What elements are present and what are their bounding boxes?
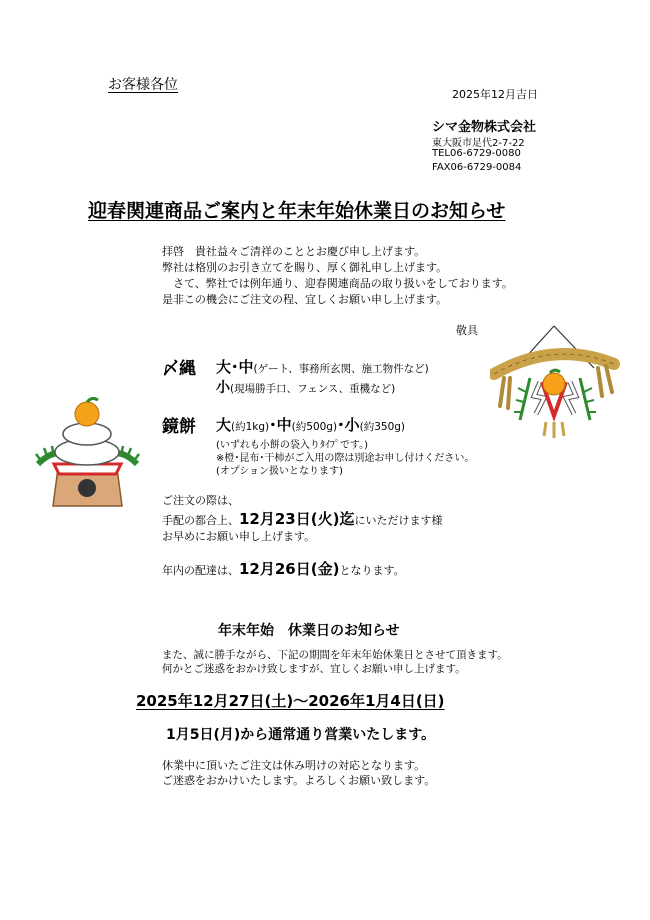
order-deadline-line xyxy=(162,508,442,529)
holiday-line: 何かとご迷惑をおかけ致しますが、宜しくお願い申し上げます。 xyxy=(162,663,466,675)
shimenawa-small-note: (現場勝手口、フェンス、重機など) xyxy=(230,383,396,395)
holiday-heading: 年末年始 休業日のお知らせ xyxy=(218,623,400,639)
greeting-line: 弊社は格別のお引き立てを賜り、厚く御礼申し上げます。 xyxy=(162,261,448,274)
delivery-line xyxy=(162,558,405,579)
kagami-large: 大 xyxy=(216,416,232,434)
holiday-period: 2025年12月27日(土)～2026年1月4日(日) xyxy=(136,692,445,710)
company-address: 東大阪市足代2-7-22 xyxy=(432,138,525,149)
company-tel: TEL06-6729-0080 xyxy=(432,148,521,159)
page-title: 迎春関連商品ご案内と年末年始休業日のお知らせ xyxy=(88,200,506,222)
issue-date: 2025年12月吉日 xyxy=(452,88,538,101)
shimenawa-illustration xyxy=(490,322,620,442)
greeting-block xyxy=(162,244,513,308)
delivery-prefix: 年内の配達は、 xyxy=(162,564,239,577)
shimenawa-large-medium-note: (ゲート、事務所玄関、施工物件など) xyxy=(253,363,429,375)
kagami-small: 小 xyxy=(344,416,360,434)
shimenawa-size-line xyxy=(216,356,429,377)
kagami-note: ※橙･昆布･干柿がご入用の際は別途お申し付けください。 xyxy=(216,453,475,464)
greeting-line: 是非この機会にご注文の程、宜しくお願い申し上げます。 xyxy=(162,293,448,306)
holiday-notice xyxy=(162,648,508,676)
recipient-heading: お客様各位 xyxy=(108,77,178,93)
shimenawa-name: 〆縄 xyxy=(162,359,196,379)
kagami-large-weight: (約1kg) xyxy=(231,421,270,433)
kagami-medium: 中 xyxy=(276,416,292,434)
business-resume: 1月5日(月)から通常通り営業いたします。 xyxy=(166,727,436,743)
kagami-small-weight: (約350g) xyxy=(359,421,406,433)
delivery-date: 12月26日(金) xyxy=(239,560,340,578)
footer-line: ご迷惑をおかけいたします。よろしくお願い致します。 xyxy=(162,774,436,787)
shimenawa-size-large-medium: 大･中 xyxy=(216,358,254,376)
greeting-line: 拝啓 貴社益々ご清祥のこととお慶び申し上げます。 xyxy=(162,245,426,258)
greeting-line: さて、弊社では例年通り、迎春関連商品の取り扱いをしております。 xyxy=(162,277,513,290)
shimenawa-small-line xyxy=(216,377,395,397)
order-deadline-date: 12月23日(火)迄 xyxy=(239,510,355,528)
order-deadline-suffix: にいただけます様 xyxy=(354,514,443,527)
holiday-footer xyxy=(162,758,435,788)
shimenawa-size-small: 小 xyxy=(216,380,230,396)
kagami-name: 鏡餅 xyxy=(162,417,196,437)
greeting-closing: 敬具 xyxy=(456,324,478,337)
order-intro: ご注文の際は、 xyxy=(162,494,239,507)
kagami-separator: ･ xyxy=(337,416,345,434)
kagami-notes xyxy=(216,439,474,478)
kagami-note: (いずれも小餅の袋入りﾀｲﾌﾟです。) xyxy=(216,440,369,451)
delivery-suffix: となります。 xyxy=(339,564,405,577)
kagami-note: (オプション扱いとなります) xyxy=(216,466,343,477)
order-request: お早めにお願い申し上げます。 xyxy=(162,530,316,543)
company-name: シマ金物株式会社 xyxy=(432,120,537,135)
footer-line: 休業中に頂いたご注文は休み明けの対応となります。 xyxy=(162,759,426,772)
holiday-line: また、誠に勝手ながら、下記の期間を年末年始休業日とさせて頂きます。 xyxy=(162,649,508,661)
order-deadline-prefix: 手配の都合上、 xyxy=(162,514,239,527)
kagami-mochi-illustration xyxy=(30,394,145,512)
company-fax: FAX06-6729-0084 xyxy=(432,162,522,173)
kagami-size-line xyxy=(216,414,405,435)
kagami-separator: ･ xyxy=(269,416,277,434)
kagami-medium-weight: (約500g) xyxy=(291,421,338,433)
